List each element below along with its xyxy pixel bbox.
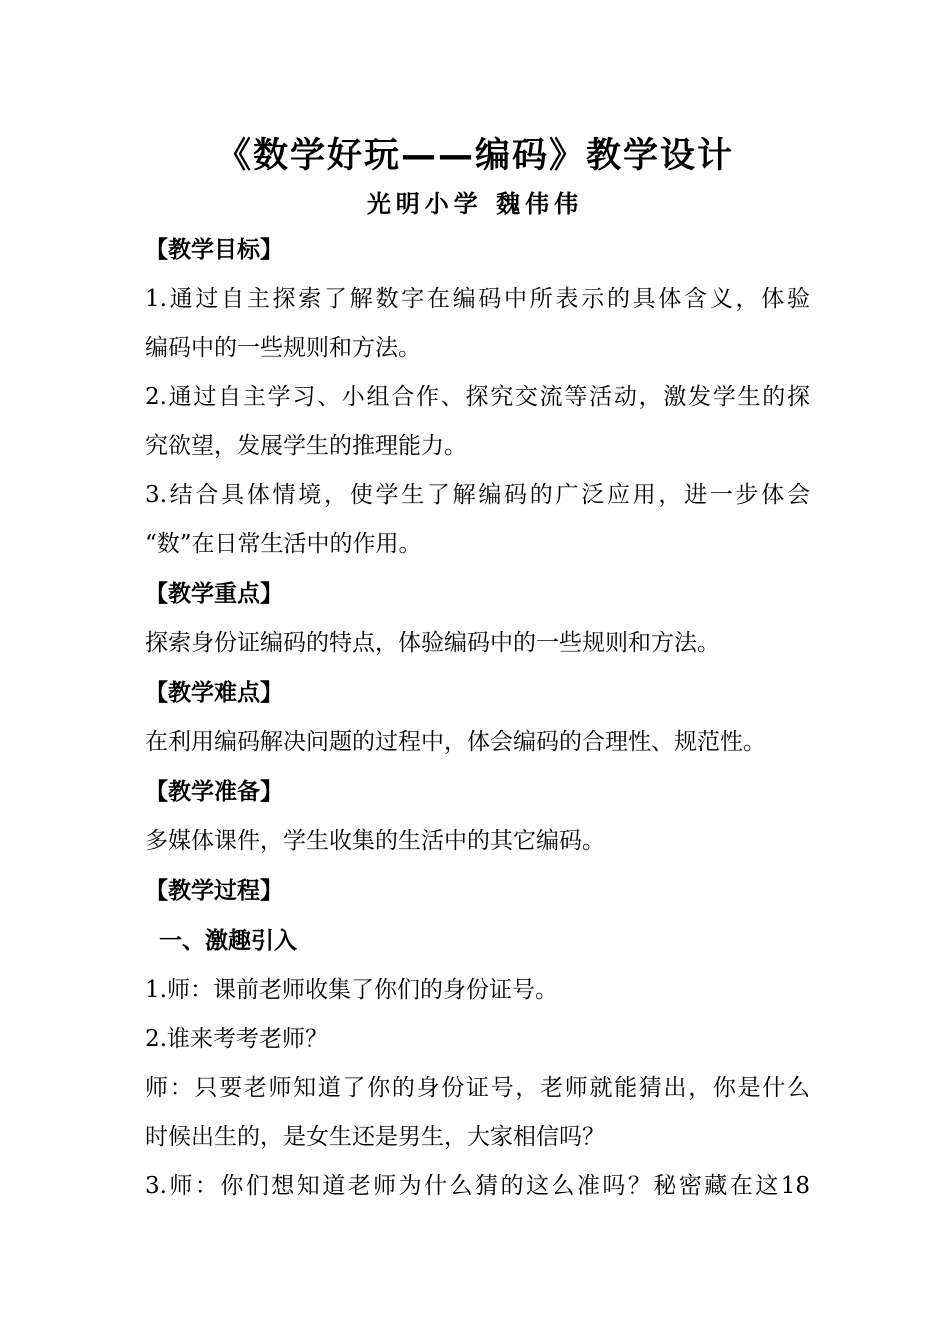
objectives-line: 1.通过自主探索了解数字在编码中所表示的具体含义，体验 — [145, 286, 810, 312]
preparation-line: 多媒体课件，学生收集的生活中的其它编码。 — [145, 828, 605, 854]
process-line: 师：只要老师知道了你的身份证号，老师就能猜出，你是什么 — [145, 1075, 810, 1101]
key-points-line: 探索身份证编码的特点，体验编码中的一些规则和方法。 — [145, 630, 720, 656]
process-heading: 【教学过程】 — [145, 878, 283, 904]
process-line: 1.师：课前老师收集了你们的身份证号。 — [145, 977, 558, 1003]
process-line: 时候出生的，是女生还是男生，大家相信吗？ — [145, 1124, 605, 1150]
objectives-line: 2.通过自主学习、小组合作、探究交流等活动，激发学生的探 — [145, 384, 810, 410]
preparation-heading: 【教学准备】 — [145, 779, 283, 805]
document-body — [145, 225, 810, 1211]
document-author: 光明小学 魏伟伟 — [366, 190, 584, 218]
document-title: 《数学好玩——编码》教学设计 — [215, 136, 734, 176]
key-points-heading: 【教学重点】 — [145, 581, 283, 607]
objectives-line: 究欲望，发展学生的推理能力。 — [145, 433, 467, 459]
difficulties-heading: 【教学难点】 — [145, 680, 283, 706]
objectives-line: 3.结合具体情境，使学生了解编码的广泛应用，进一步体会 — [145, 482, 810, 508]
objectives-line: 编码中的一些规则和方法。 — [145, 335, 421, 361]
process-subheading: 一、激趣引入 — [159, 928, 297, 954]
objectives-heading: 【教学目标】 — [145, 237, 283, 263]
difficulties-line: 在利用编码解决问题的过程中，体会编码的合理性、规范性。 — [145, 729, 766, 755]
process-line: 2.谁来考考老师？ — [145, 1026, 328, 1052]
objectives-line: “数”在日常生活中的作用。 — [145, 531, 422, 557]
process-line: 3.师：你们想知道老师为什么猜的这么准吗？秘密藏在这18 — [145, 1173, 810, 1199]
